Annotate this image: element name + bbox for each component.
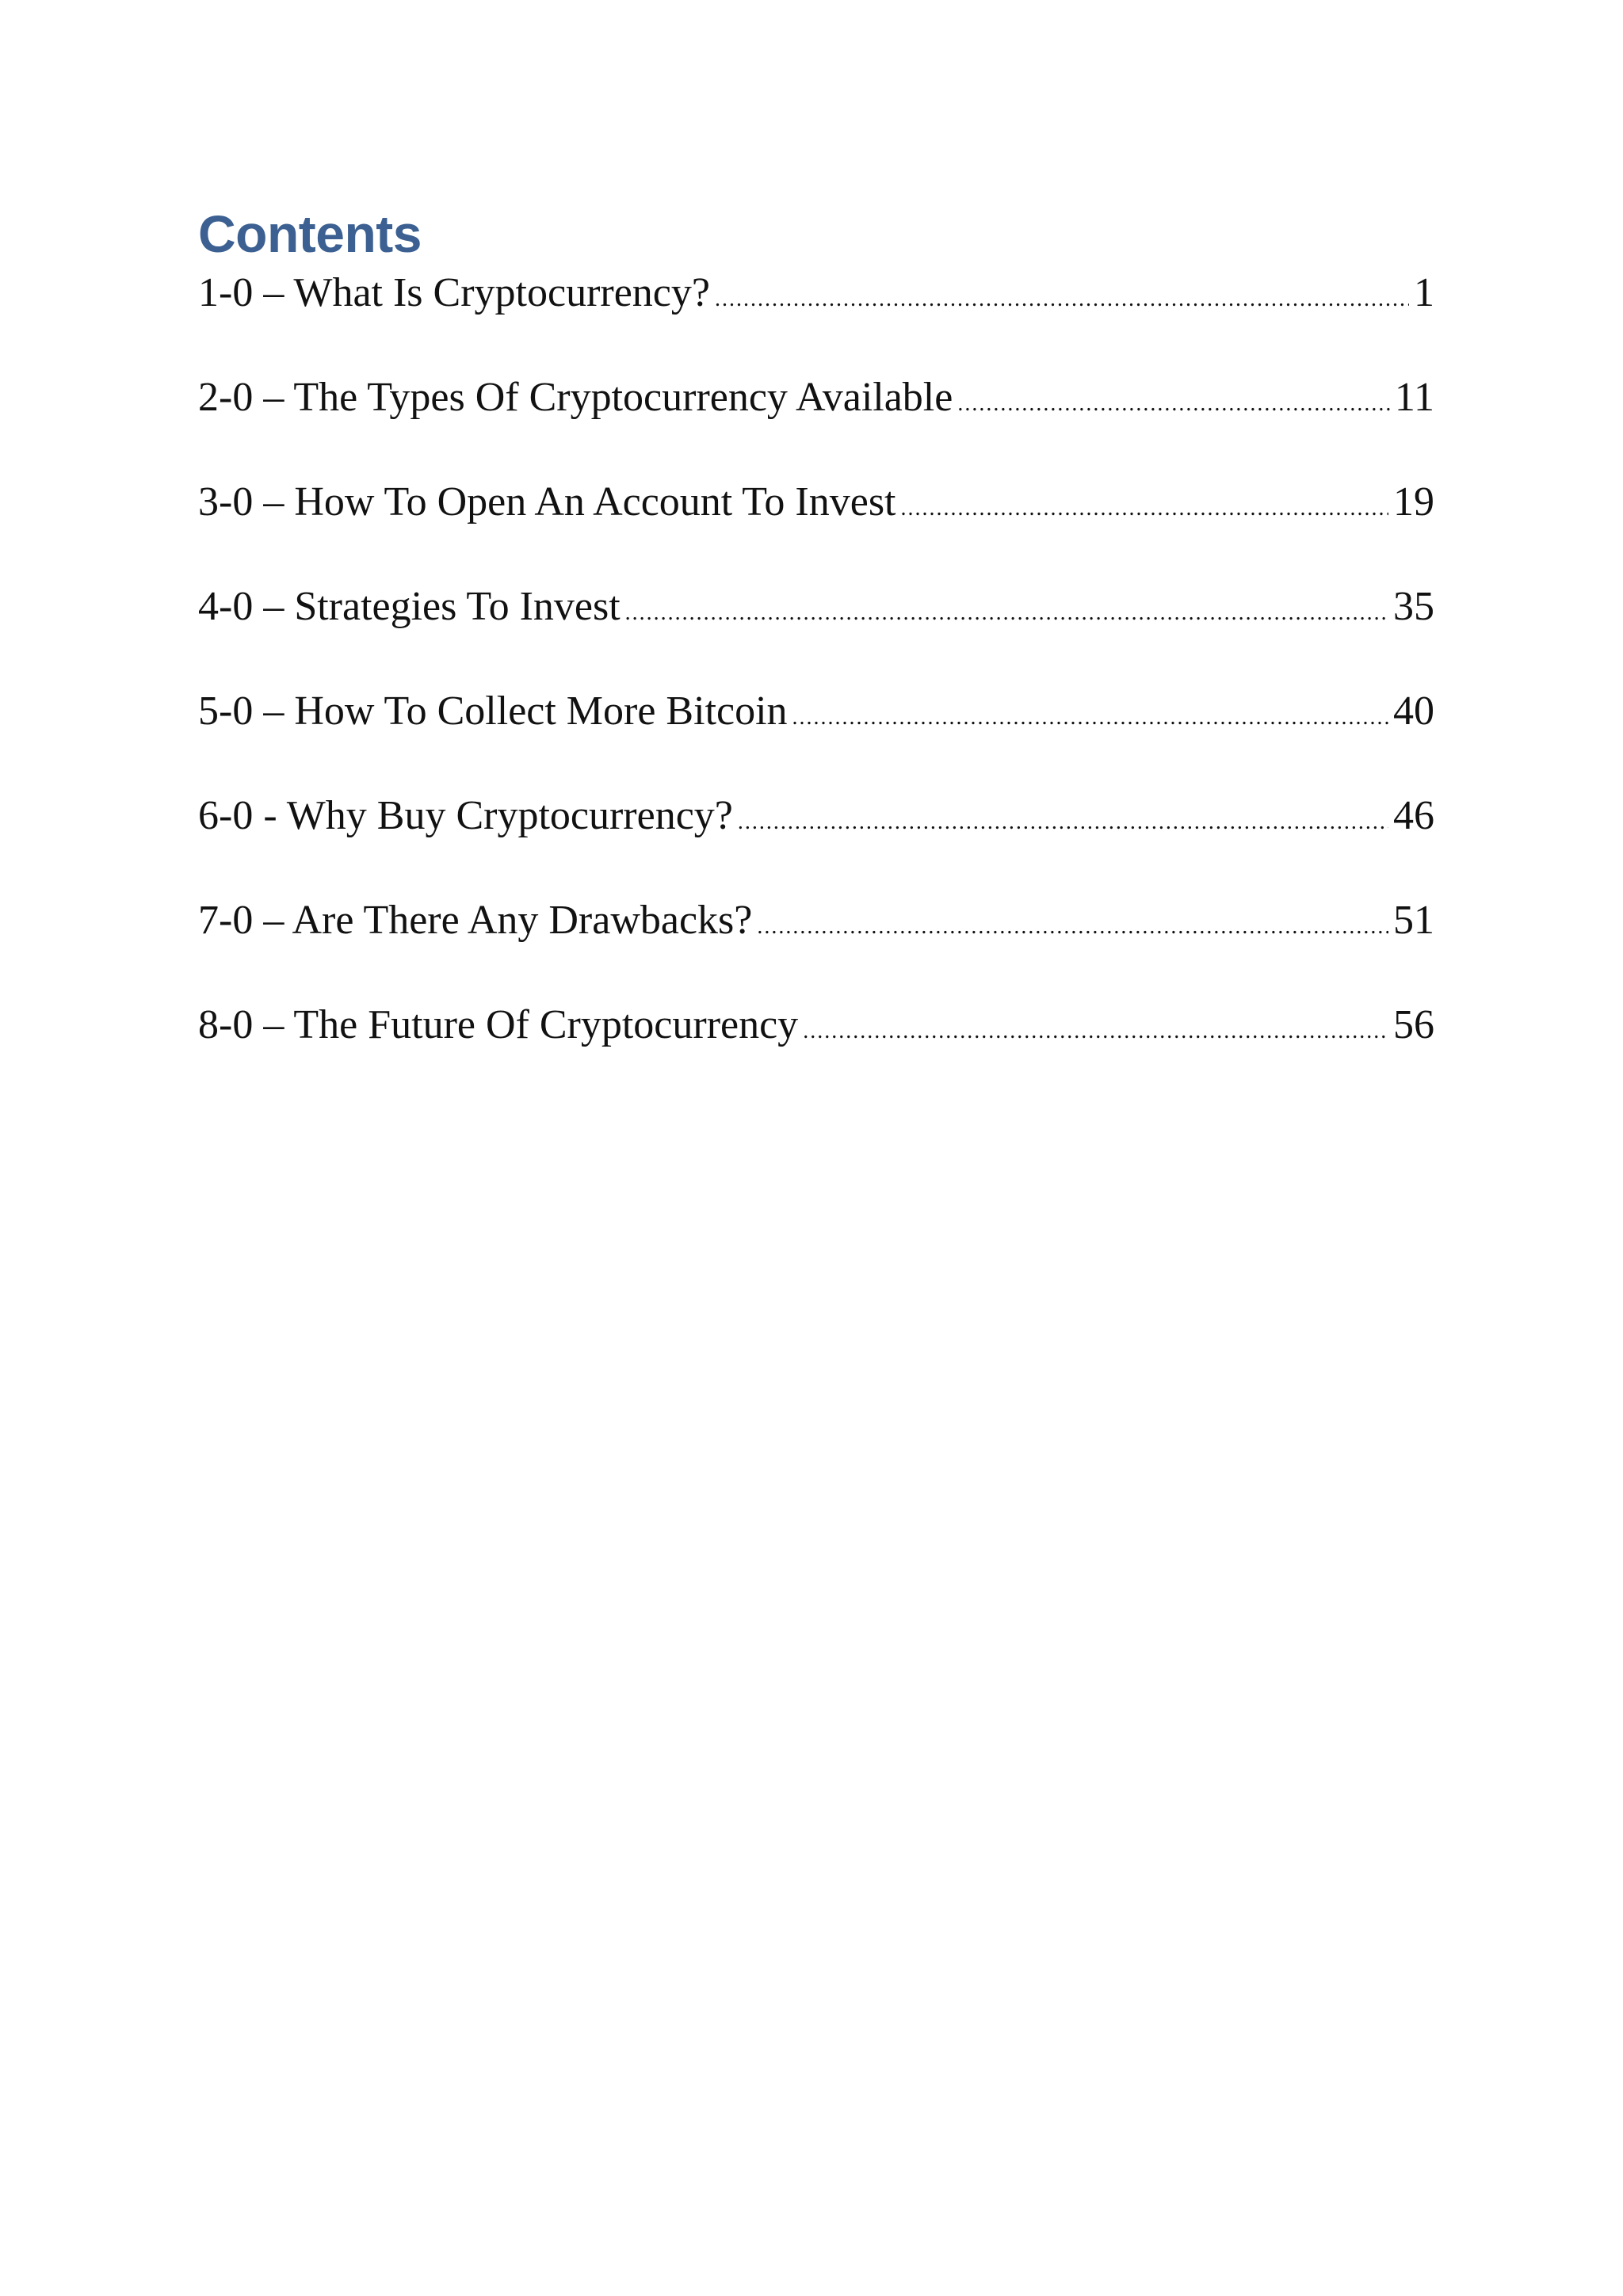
toc-entry-page-number: 51: [1393, 898, 1434, 943]
toc-entry-page-number: 46: [1393, 793, 1434, 838]
toc-entry-page-number: 40: [1393, 688, 1434, 734]
toc-heading: Contents: [198, 204, 422, 263]
toc-entry-page-number: 35: [1393, 584, 1434, 629]
toc-entry-5[interactable]: [198, 688, 1434, 792]
toc-entry-3[interactable]: [198, 479, 1434, 583]
toc-dot-leader: [901, 496, 1389, 521]
toc-entry-title: 7-0 – Are There Any Drawbacks?: [198, 898, 753, 943]
toc-dot-leader: [792, 705, 1388, 730]
toc-entry-page-number: 1: [1414, 270, 1434, 315]
toc-entry-7[interactable]: [198, 897, 1434, 1001]
toc-entry-1[interactable]: [198, 269, 1434, 374]
toc-dot-leader: [757, 914, 1388, 940]
toc-entry-page-number: 56: [1393, 1002, 1434, 1047]
toc-entry-page-number: 19: [1393, 479, 1434, 524]
toc-entry-page-number: 11: [1394, 375, 1434, 420]
toc-entry-title: 2-0 – The Types Of Cryptocurrency Available: [198, 375, 953, 420]
toc-dot-leader: [738, 810, 1388, 835]
toc-entry-title: 1-0 – What Is Cryptocurrency?: [198, 270, 710, 315]
toc-list: [198, 269, 1434, 1106]
toc-entry-title: 5-0 – How To Collect More Bitcoin: [198, 688, 788, 734]
toc-entry-title: 6-0 - Why Buy Cryptocurrency?: [198, 793, 733, 838]
toc-entry-4[interactable]: [198, 583, 1434, 688]
toc-dot-leader: [803, 1019, 1388, 1044]
toc-entry-title: 3-0 – How To Open An Account To Invest: [198, 479, 896, 524]
toc-entry-title: 8-0 – The Future Of Cryptocurrency: [198, 1002, 799, 1047]
toc-entry-2[interactable]: [198, 374, 1434, 479]
toc-entry-title: 4-0 – Strategies To Invest: [198, 584, 621, 629]
toc-dot-leader: [957, 391, 1390, 417]
table-of-contents: [198, 198, 1434, 1106]
toc-entry-8[interactable]: [198, 1001, 1434, 1106]
toc-dot-leader: [625, 601, 1388, 626]
toc-entry-6[interactable]: [198, 792, 1434, 897]
toc-dot-leader: [715, 287, 1409, 312]
